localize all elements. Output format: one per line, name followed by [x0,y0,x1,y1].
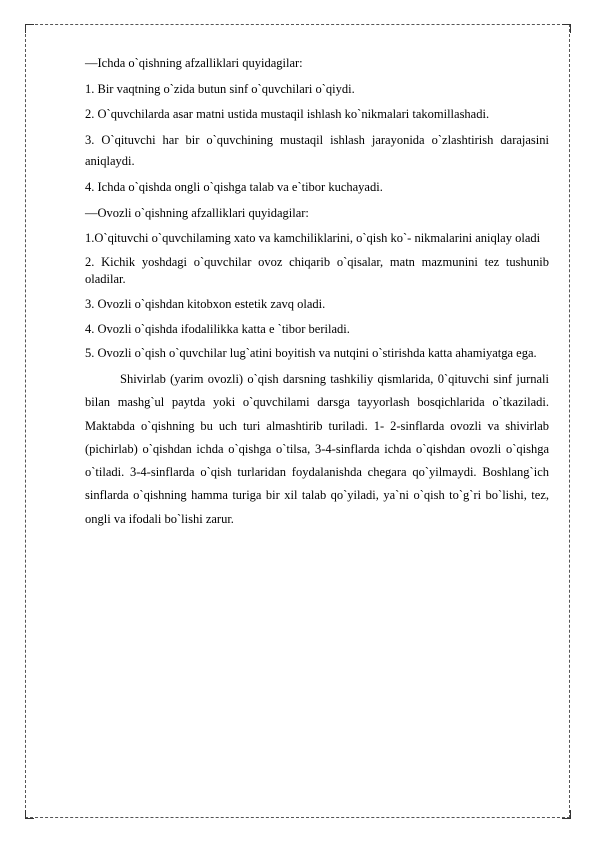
corner-mark-top-left [25,24,34,33]
list-item-aloud-1: 1.O`qituvchi o`quvchilaming xato va kamchiliklarini, o`qish ko`- nikmalarini aniqlay oladi [85,231,541,246]
corner-mark-top-right [562,24,571,33]
heading-aloud-reading-advantages: —Ovozli o`qishning afzalliklari quyidagilar: [85,205,309,220]
list-item-aloud-3: 3. Ovozli o`qishdan kitobxon estetik zavq oladi. [85,296,326,311]
list-item-aloud-4: 4. Ovozli o`qishda ifodalilikka katta e `tibor beriladi. [85,322,350,337]
body-paragraph-whisper-reading: Shivirlab (yarim ovozli) o`qish darsning tashkiliy qismlarida, 0`qituvchi sinf jurnali bilan mashg`ul paytda yoki o`quvchilami darsga tayyorlash bosqichlarida o`tkaziladi. Maktabda o`qishning bu uch turi almashtirib turiladi. 1- 2-sinflarda ovozli va shivirlab (pichirlab) o`qishdan ichda o`qishga o`tilsa, 3-4-sinflarda ichda o`qishdan ovozli o`qishga o`tiladi. 3-4-sinflarda o`qish turlaridan foydalanishda chegara qo`yilmaydi. Boshlang`ich sinflarda o`qishning hamma turiga bir xil talab qo`yiladi, ya`ni o`qish to`g`ri bo`lishi, tez, ongli va ifodali bo`lishi zarur. [85,371,549,526]
corner-mark-bottom-right [562,810,571,819]
list-item-silent-3: 3. O`qituvchi har bir o`quvchining mustaqil ishlash jarayonida o`zlashtirish darajasini aniqlaydi. [85,132,549,169]
list-item-aloud-5: 5. Ovozli o`qish o`quvchilar lug`atini boyitish va nutqini o`stirishda katta ahamiyatga ega. [85,345,537,360]
list-item-aloud-2: 2. Kichik yoshdagi o`quvchilar ovoz chiqarib o`qisalar, matn mazmunini tez tushunib oladilar. [85,254,549,286]
heading-silent-reading-advantages: —Ichda o`qishning afzalliklari quyidagilar: [85,56,303,70]
corner-mark-bottom-left [25,810,34,819]
list-item-silent-2: 2. O`quvchilarda asar matni ustida mustaqil ishlash ko`nikmalari takomillashadi. [85,107,490,122]
list-item-silent-4: 4. Ichda o`qishda ongli o`qishga talab va e`tibor kuchayadi. [85,179,383,194]
list-item-silent-1: 1. Bir vaqtning o`zida butun sinf o`quvchilari o`qiydi. [85,81,355,96]
document-body [85,53,549,535]
